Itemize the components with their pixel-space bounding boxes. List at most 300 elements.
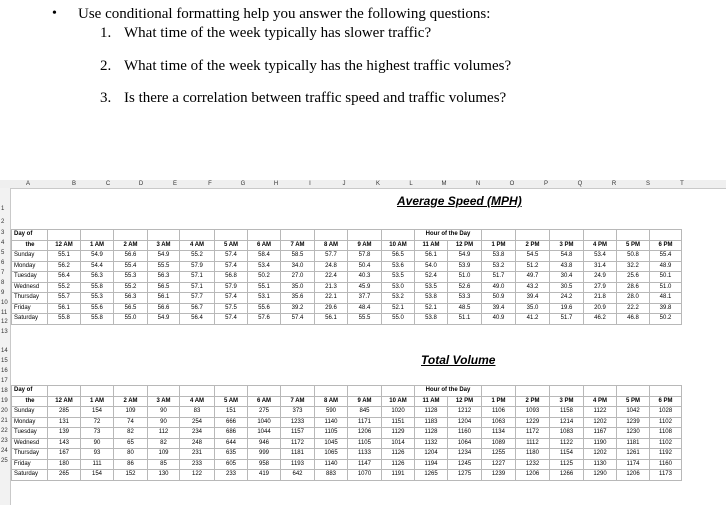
data-cell[interactable]: 109: [148, 449, 180, 460]
data-cell[interactable]: 56.3: [148, 272, 180, 283]
data-cell[interactable]: 48.9: [650, 261, 682, 272]
data-cell[interactable]: 56.6: [148, 303, 180, 314]
data-cell[interactable]: 845: [348, 407, 382, 418]
data-cell[interactable]: 52.6: [448, 282, 482, 293]
data-cell[interactable]: 50.2: [248, 272, 281, 283]
data-cell[interactable]: 1040: [248, 417, 281, 428]
data-cell[interactable]: 109: [114, 407, 148, 418]
data-cell[interactable]: 56.4: [180, 314, 215, 325]
data-cell[interactable]: 233: [215, 470, 248, 481]
data-cell[interactable]: 57.4: [215, 293, 248, 304]
data-cell[interactable]: 80: [114, 449, 148, 460]
data-cell[interactable]: 1122: [550, 438, 584, 449]
column-header-a[interactable]: A: [25, 181, 30, 187]
data-cell[interactable]: 41.2: [516, 314, 550, 325]
data-cell[interactable]: 21.8: [584, 293, 617, 304]
data-cell[interactable]: 55.4: [650, 251, 682, 262]
data-cell[interactable]: 22.1: [315, 293, 348, 304]
data-cell[interactable]: 1014: [382, 438, 415, 449]
data-cell[interactable]: 1172: [516, 428, 550, 439]
data-cell[interactable]: 1158: [550, 407, 584, 418]
data-cell[interactable]: 1102: [650, 417, 682, 428]
data-cell[interactable]: 1063: [482, 417, 516, 428]
data-cell[interactable]: 1064: [448, 438, 482, 449]
data-cell[interactable]: 56.6: [114, 251, 148, 262]
data-cell[interactable]: 666: [215, 417, 248, 428]
data-cell[interactable]: 1192: [650, 449, 682, 460]
data-cell[interactable]: 1102: [650, 438, 682, 449]
data-cell[interactable]: 1204: [415, 449, 448, 460]
data-cell[interactable]: 54.9: [148, 251, 180, 262]
data-cell[interactable]: 55.8: [81, 314, 114, 325]
data-cell[interactable]: 31.4: [584, 261, 617, 272]
data-cell[interactable]: 1112: [516, 438, 550, 449]
data-cell[interactable]: 24.9: [584, 272, 617, 283]
data-cell[interactable]: 35.0: [516, 303, 550, 314]
column-header-e[interactable]: E: [172, 181, 177, 187]
data-cell[interactable]: 419: [248, 470, 281, 481]
data-cell[interactable]: 1093: [516, 407, 550, 418]
column-header-m[interactable]: M: [441, 181, 447, 187]
data-cell[interactable]: 167: [48, 449, 81, 460]
column-header-n[interactable]: N: [475, 181, 481, 187]
data-cell[interactable]: 248: [180, 438, 215, 449]
data-cell[interactable]: 143: [48, 438, 81, 449]
data-cell[interactable]: 1212: [448, 407, 482, 418]
data-cell[interactable]: 57.4: [215, 314, 248, 325]
data-cell[interactable]: 55.2: [180, 251, 215, 262]
data-cell[interactable]: 57.7: [315, 251, 348, 262]
data-cell[interactable]: 1028: [650, 407, 682, 418]
data-cell[interactable]: 39.8: [650, 303, 682, 314]
row-number[interactable]: 9: [1, 290, 5, 296]
data-cell[interactable]: 1232: [516, 459, 550, 470]
data-cell[interactable]: 1108: [650, 428, 682, 439]
data-cell[interactable]: 1151: [382, 417, 415, 428]
data-cell[interactable]: 51.7: [482, 272, 516, 283]
data-cell[interactable]: 139: [48, 428, 81, 439]
data-cell[interactable]: 1204: [448, 417, 482, 428]
data-cell[interactable]: 34.0: [281, 261, 315, 272]
data-cell[interactable]: 1132: [415, 438, 448, 449]
row-number[interactable]: 10: [1, 300, 8, 306]
row-number[interactable]: 24: [1, 448, 8, 454]
data-cell[interactable]: 234: [180, 428, 215, 439]
data-cell[interactable]: 57.9: [215, 282, 248, 293]
data-cell[interactable]: 56.3: [81, 272, 114, 283]
data-cell[interactable]: 1126: [382, 459, 415, 470]
data-cell[interactable]: 52.1: [415, 303, 448, 314]
column-header-b[interactable]: B: [71, 181, 76, 187]
data-cell[interactable]: 90: [81, 438, 114, 449]
row-number[interactable]: 23: [1, 438, 8, 444]
data-cell[interactable]: 1181: [281, 449, 315, 460]
data-cell[interactable]: 265: [48, 470, 81, 481]
data-cell[interactable]: 1233: [281, 417, 315, 428]
data-cell[interactable]: 1239: [617, 417, 650, 428]
column-header-i[interactable]: I: [309, 181, 311, 187]
data-cell[interactable]: 1206: [348, 428, 382, 439]
data-cell[interactable]: 1083: [550, 428, 584, 439]
data-cell[interactable]: 56.5: [148, 282, 180, 293]
data-cell[interactable]: 53.5: [382, 272, 415, 283]
data-cell[interactable]: 1234: [448, 449, 482, 460]
column-header-p[interactable]: P: [543, 181, 548, 187]
data-cell[interactable]: 154: [81, 470, 114, 481]
data-cell[interactable]: 55.8: [81, 282, 114, 293]
data-cell[interactable]: 1065: [315, 449, 348, 460]
data-cell[interactable]: 55.6: [81, 303, 114, 314]
data-cell[interactable]: 82: [114, 428, 148, 439]
data-cell[interactable]: 1183: [415, 417, 448, 428]
data-cell[interactable]: 55.2: [48, 282, 81, 293]
column-header-o[interactable]: O: [509, 181, 515, 187]
data-cell[interactable]: 1044: [248, 428, 281, 439]
data-cell[interactable]: 73: [81, 428, 114, 439]
data-cell[interactable]: 57.6: [248, 314, 281, 325]
data-cell[interactable]: 22.2: [617, 303, 650, 314]
column-header-t[interactable]: T: [680, 181, 684, 187]
data-cell[interactable]: 55.0: [114, 314, 148, 325]
column-header-j[interactable]: J: [342, 181, 346, 187]
data-cell[interactable]: 233: [180, 459, 215, 470]
data-cell[interactable]: 57.4: [281, 314, 315, 325]
data-cell[interactable]: 644: [215, 438, 248, 449]
row-number[interactable]: 14: [1, 348, 8, 354]
data-cell[interactable]: 56.1: [315, 314, 348, 325]
data-cell[interactable]: 39.2: [281, 303, 315, 314]
data-cell[interactable]: 154: [81, 407, 114, 418]
data-cell[interactable]: 1193: [281, 459, 315, 470]
data-cell[interactable]: 57.4: [215, 261, 248, 272]
data-cell[interactable]: 57.9: [180, 261, 215, 272]
data-cell[interactable]: 54.4: [81, 261, 114, 272]
data-cell[interactable]: 111: [81, 459, 114, 470]
data-cell[interactable]: 55.1: [48, 251, 81, 262]
data-cell[interactable]: 53.6: [382, 261, 415, 272]
data-cell[interactable]: 1173: [650, 470, 682, 481]
data-cell[interactable]: 1172: [281, 438, 315, 449]
data-cell[interactable]: 48.5: [448, 303, 482, 314]
data-cell[interactable]: 46.8: [617, 314, 650, 325]
data-cell[interactable]: 48.1: [650, 293, 682, 304]
data-cell[interactable]: 30.5: [550, 282, 584, 293]
data-cell[interactable]: 27.0: [281, 272, 315, 283]
data-cell[interactable]: 40.9: [482, 314, 516, 325]
data-cell[interactable]: 122: [180, 470, 215, 481]
data-cell[interactable]: 54.5: [516, 251, 550, 262]
data-cell[interactable]: 1042: [617, 407, 650, 418]
data-cell[interactable]: 53.8: [415, 293, 448, 304]
data-cell[interactable]: 1255: [482, 449, 516, 460]
row-number[interactable]: 1: [1, 206, 5, 212]
data-cell[interactable]: 1290: [584, 470, 617, 481]
column-header-s[interactable]: S: [645, 181, 650, 187]
data-cell[interactable]: 83: [180, 407, 215, 418]
data-cell[interactable]: 1106: [482, 407, 516, 418]
column-header-c[interactable]: C: [105, 181, 111, 187]
data-cell[interactable]: 54.8: [550, 251, 584, 262]
data-cell[interactable]: 57.8: [348, 251, 382, 262]
data-cell[interactable]: 57.1: [180, 282, 215, 293]
data-cell[interactable]: 1133: [348, 449, 382, 460]
data-cell[interactable]: 958: [248, 459, 281, 470]
data-cell[interactable]: 1130: [584, 459, 617, 470]
row-number[interactable]: 18: [1, 388, 8, 394]
data-cell[interactable]: 55.1: [248, 282, 281, 293]
row-number[interactable]: 13: [1, 329, 8, 335]
column-header-r[interactable]: R: [611, 181, 617, 187]
data-cell[interactable]: 24.2: [550, 293, 584, 304]
data-cell[interactable]: 642: [281, 470, 315, 481]
data-cell[interactable]: 57.5: [215, 303, 248, 314]
data-cell[interactable]: 1070: [348, 470, 382, 481]
data-cell[interactable]: 39.4: [516, 293, 550, 304]
row-number[interactable]: 19: [1, 398, 8, 404]
data-cell[interactable]: 1125: [550, 459, 584, 470]
data-cell[interactable]: 1128: [415, 428, 448, 439]
data-cell[interactable]: 1020: [382, 407, 415, 418]
data-cell[interactable]: 1266: [550, 470, 584, 481]
data-cell[interactable]: 46.2: [584, 314, 617, 325]
data-cell[interactable]: 53.2: [482, 261, 516, 272]
data-cell[interactable]: 48.4: [348, 303, 382, 314]
data-cell[interactable]: 1275: [448, 470, 482, 481]
data-cell[interactable]: 1147: [348, 459, 382, 470]
data-cell[interactable]: 82: [148, 438, 180, 449]
data-cell[interactable]: 1230: [617, 428, 650, 439]
row-number[interactable]: 8: [1, 280, 5, 286]
data-cell[interactable]: 55.4: [114, 261, 148, 272]
data-cell[interactable]: 1194: [415, 459, 448, 470]
data-cell[interactable]: 1191: [382, 470, 415, 481]
data-cell[interactable]: 373: [281, 407, 315, 418]
row-number[interactable]: 25: [1, 458, 8, 464]
data-cell[interactable]: 53.3: [448, 293, 482, 304]
row-number[interactable]: 7: [1, 270, 5, 276]
data-cell[interactable]: 54.9: [448, 251, 482, 262]
data-cell[interactable]: 1140: [315, 459, 348, 470]
column-header-h[interactable]: H: [273, 181, 279, 187]
data-cell[interactable]: 50.2: [650, 314, 682, 325]
row-number[interactable]: 20: [1, 408, 8, 414]
column-header-d[interactable]: D: [138, 181, 144, 187]
data-cell[interactable]: 1160: [448, 428, 482, 439]
column-header-k[interactable]: K: [375, 181, 380, 187]
data-cell[interactable]: 90: [148, 407, 180, 418]
data-cell[interactable]: 275: [248, 407, 281, 418]
data-cell[interactable]: 56.1: [148, 293, 180, 304]
row-number[interactable]: 5: [1, 250, 5, 256]
data-cell[interactable]: 1265: [415, 470, 448, 481]
data-cell[interactable]: 30.4: [550, 272, 584, 283]
data-cell[interactable]: 49.7: [516, 272, 550, 283]
data-cell[interactable]: 53.8: [482, 251, 516, 262]
data-cell[interactable]: 112: [148, 428, 180, 439]
row-number[interactable]: 17: [1, 378, 8, 384]
data-cell[interactable]: 57.7: [180, 293, 215, 304]
data-cell[interactable]: 53.9: [448, 261, 482, 272]
data-cell[interactable]: 130: [148, 470, 180, 481]
data-cell[interactable]: 1171: [348, 417, 382, 428]
data-cell[interactable]: 1206: [516, 470, 550, 481]
data-cell[interactable]: 57.4: [215, 251, 248, 262]
row-number[interactable]: 6: [1, 260, 5, 266]
data-cell[interactable]: 1202: [584, 417, 617, 428]
data-cell[interactable]: 53.0: [382, 282, 415, 293]
data-cell[interactable]: 90: [148, 417, 180, 428]
data-cell[interactable]: 55.3: [81, 293, 114, 304]
data-cell[interactable]: 53.1: [248, 293, 281, 304]
data-cell[interactable]: 57.1: [180, 272, 215, 283]
data-cell[interactable]: 1180: [516, 449, 550, 460]
data-cell[interactable]: 51.1: [448, 314, 482, 325]
data-cell[interactable]: 1174: [617, 459, 650, 470]
row-number[interactable]: 22: [1, 428, 8, 434]
data-cell[interactable]: 883: [315, 470, 348, 481]
data-cell[interactable]: 56.1: [415, 251, 448, 262]
data-cell[interactable]: 52.1: [382, 303, 415, 314]
data-cell[interactable]: 1134: [482, 428, 516, 439]
data-cell[interactable]: 51.7: [550, 314, 584, 325]
column-header-l[interactable]: L: [409, 181, 413, 187]
data-cell[interactable]: 56.5: [114, 303, 148, 314]
data-cell[interactable]: 635: [215, 449, 248, 460]
data-cell[interactable]: 43.2: [516, 282, 550, 293]
data-cell[interactable]: 946: [248, 438, 281, 449]
data-cell[interactable]: 32.2: [617, 261, 650, 272]
data-cell[interactable]: 35.0: [281, 282, 315, 293]
data-cell[interactable]: 54.0: [415, 261, 448, 272]
data-cell[interactable]: 86: [114, 459, 148, 470]
data-cell[interactable]: 40.3: [348, 272, 382, 283]
data-cell[interactable]: 151: [215, 407, 248, 418]
data-cell[interactable]: 51.2: [516, 261, 550, 272]
data-cell[interactable]: 152: [114, 470, 148, 481]
data-cell[interactable]: 49.0: [482, 282, 516, 293]
data-cell[interactable]: 55.8: [48, 314, 81, 325]
data-cell[interactable]: 1245: [448, 459, 482, 470]
data-cell[interactable]: 56.8: [215, 272, 248, 283]
data-cell[interactable]: 58.4: [248, 251, 281, 262]
data-cell[interactable]: 1181: [617, 438, 650, 449]
data-cell[interactable]: 55.0: [382, 314, 415, 325]
data-cell[interactable]: 1157: [281, 428, 315, 439]
column-header-g[interactable]: G: [240, 181, 246, 187]
data-cell[interactable]: 52.4: [415, 272, 448, 283]
data-cell[interactable]: 55.2: [114, 282, 148, 293]
data-cell[interactable]: 19.6: [550, 303, 584, 314]
row-number[interactable]: 11: [1, 310, 8, 316]
data-cell[interactable]: 74: [114, 417, 148, 428]
data-cell[interactable]: 55.7: [48, 293, 81, 304]
data-cell[interactable]: 1126: [382, 449, 415, 460]
data-cell[interactable]: 45.9: [348, 282, 382, 293]
data-cell[interactable]: 56.5: [382, 251, 415, 262]
data-cell[interactable]: 999: [248, 449, 281, 460]
data-cell[interactable]: 93: [81, 449, 114, 460]
data-cell[interactable]: 50.9: [482, 293, 516, 304]
data-cell[interactable]: 254: [180, 417, 215, 428]
data-cell[interactable]: 1045: [315, 438, 348, 449]
data-cell[interactable]: 56.4: [48, 272, 81, 283]
data-cell[interactable]: 50.4: [348, 261, 382, 272]
data-cell[interactable]: 54.9: [81, 251, 114, 262]
data-cell[interactable]: 56.3: [114, 293, 148, 304]
data-cell[interactable]: 35.6: [281, 293, 315, 304]
data-cell[interactable]: 27.9: [584, 282, 617, 293]
data-cell[interactable]: 55.5: [148, 261, 180, 272]
row-number[interactable]: 2: [1, 219, 5, 225]
row-number[interactable]: 3: [1, 230, 5, 236]
data-cell[interactable]: 1105: [348, 438, 382, 449]
data-cell[interactable]: 1105: [315, 428, 348, 439]
data-cell[interactable]: 53.2: [382, 293, 415, 304]
data-cell[interactable]: 1160: [650, 459, 682, 470]
data-cell[interactable]: 65: [114, 438, 148, 449]
data-cell[interactable]: 29.6: [315, 303, 348, 314]
column-header-f[interactable]: F: [208, 181, 212, 187]
data-cell[interactable]: 56.1: [48, 303, 81, 314]
data-cell[interactable]: 285: [48, 407, 81, 418]
data-cell[interactable]: 1239: [482, 470, 516, 481]
data-cell[interactable]: 605: [215, 459, 248, 470]
data-cell[interactable]: 1129: [382, 428, 415, 439]
data-cell[interactable]: 56.7: [180, 303, 215, 314]
row-number[interactable]: 4: [1, 240, 5, 246]
column-header-q[interactable]: Q: [577, 181, 583, 187]
data-cell[interactable]: 1227: [482, 459, 516, 470]
row-number[interactable]: 16: [1, 368, 8, 374]
data-cell[interactable]: 1202: [584, 449, 617, 460]
data-cell[interactable]: 53.5: [415, 282, 448, 293]
data-cell[interactable]: 39.4: [482, 303, 516, 314]
data-cell[interactable]: 1214: [550, 417, 584, 428]
data-cell[interactable]: 56.2: [48, 261, 81, 272]
data-cell[interactable]: 22.4: [315, 272, 348, 283]
data-cell[interactable]: 1206: [617, 470, 650, 481]
row-number[interactable]: 21: [1, 418, 8, 424]
data-cell[interactable]: 180: [48, 459, 81, 470]
data-cell[interactable]: 28.6: [617, 282, 650, 293]
data-cell[interactable]: 37.7: [348, 293, 382, 304]
data-cell[interactable]: 1140: [315, 417, 348, 428]
data-cell[interactable]: 1128: [415, 407, 448, 418]
data-cell[interactable]: 590: [315, 407, 348, 418]
data-cell[interactable]: 55.6: [248, 303, 281, 314]
data-cell[interactable]: 1261: [617, 449, 650, 460]
row-number[interactable]: 15: [1, 358, 8, 364]
data-cell[interactable]: 1190: [584, 438, 617, 449]
data-cell[interactable]: 58.5: [281, 251, 315, 262]
data-cell[interactable]: 50.8: [617, 251, 650, 262]
data-cell[interactable]: 20.9: [584, 303, 617, 314]
data-cell[interactable]: 1167: [584, 428, 617, 439]
data-cell[interactable]: 55.3: [114, 272, 148, 283]
data-cell[interactable]: 24.8: [315, 261, 348, 272]
row-number[interactable]: 12: [1, 319, 8, 325]
data-cell[interactable]: 85: [148, 459, 180, 470]
data-cell[interactable]: 25.6: [617, 272, 650, 283]
data-cell[interactable]: 1089: [482, 438, 516, 449]
data-cell[interactable]: 51.0: [650, 282, 682, 293]
data-cell[interactable]: 21.3: [315, 282, 348, 293]
data-cell[interactable]: 131: [48, 417, 81, 428]
data-cell[interactable]: 1122: [584, 407, 617, 418]
data-cell[interactable]: 686: [215, 428, 248, 439]
data-cell[interactable]: 1229: [516, 417, 550, 428]
data-cell[interactable]: 55.5: [348, 314, 382, 325]
